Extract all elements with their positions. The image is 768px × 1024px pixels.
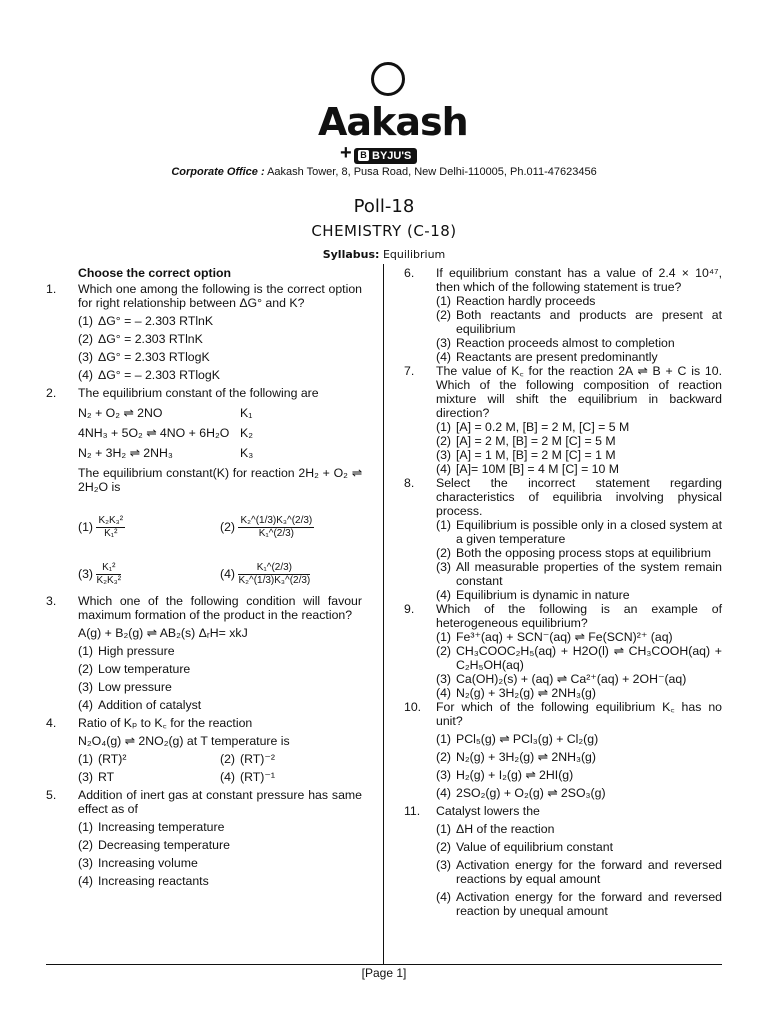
left-column (46, 266, 362, 892)
option[interactable]: (1) [A] = 0.2 M, [B] = 2 M, [C] = 5 M (436, 420, 630, 434)
reaction: N₂O₄(g) ⇌ 2NO₂(g) at T temperature is (78, 734, 290, 748)
option[interactable]: (3) Low pressure (78, 680, 172, 694)
question-4 (46, 716, 362, 784)
option[interactable]: (4) Reactants are present predominantly (436, 350, 658, 364)
page-number: [Page 1] (361, 966, 407, 980)
question-1 (46, 282, 362, 382)
option[interactable]: (2) (RT)⁻² (220, 752, 275, 766)
aakash-emblem-icon (371, 62, 405, 96)
option[interactable]: (3) Ca(OH)₂(s) + (aq) ⇌ Ca²⁺(aq) + 2OH⁻(aq) (436, 672, 687, 686)
column-divider (383, 264, 384, 964)
question-number: 6. (404, 266, 415, 280)
question-text: Which of the following is an example of heterogeneous equilibrium? (436, 602, 722, 630)
option[interactable]: (1) ΔH of the reaction (436, 822, 555, 836)
subject-title: CHEMISTRY (C-18) (311, 222, 457, 240)
option[interactable]: (3) H₂(g) + I₂(g) ⇌ 2HI(g) (436, 768, 574, 782)
question-text: If equilibrium constant has a value of 2.4 × 10⁴⁷, then which of the following statement is true? (436, 266, 722, 294)
option[interactable]: (2) $\frac{\text{K₂\textasciicircum{}(1/3)K₃\textasciicircum{}(2/3)}}{\text{K₁\textasciicircum{}(2/3)}}$ (220, 514, 313, 539)
question-11 (404, 804, 722, 918)
option[interactable]: (4) N₂(g) + 3H₂(g) ⇌ 2NH₃(g) (436, 686, 596, 700)
question-9 (404, 602, 722, 700)
question-number: 5. (46, 788, 57, 802)
footer-rule (46, 964, 722, 965)
question-number: 10. (404, 700, 422, 714)
byjus-badge (354, 148, 417, 164)
option[interactable]: (4) ΔG° = – 2.303 RTlogK (78, 368, 220, 382)
right-column (404, 266, 722, 922)
question-text: Catalyst lowers the (436, 804, 540, 818)
option[interactable]: (1) Reaction hardly proceeds (436, 294, 596, 308)
syllabus (0, 248, 768, 261)
option[interactable]: (3) ΔG° = 2.303 RTlogK (78, 350, 210, 364)
option[interactable]: (2) Low temperature (78, 662, 191, 676)
reaction-2: 4NH₃ + 5O₂ ⇌ 4NO + 6H₂O K₂ (78, 426, 253, 440)
question-text: Which one of the following condition will favour maximum formation of the product in the reaction? (78, 594, 362, 622)
option[interactable]: (3) $\frac{\text{K₁²}}{\text{K₂K₃²}}$ (78, 561, 122, 586)
corporate-address: Aakash Tower, 8, Pusa Road, New Delhi-110005, Ph.011-47623456 (267, 166, 597, 178)
option[interactable]: (1) (RT)² (78, 752, 127, 766)
question-number: 2. (46, 386, 57, 400)
syllabus-label: Syllabus: (322, 248, 380, 261)
option[interactable]: (4) (RT)⁻¹ (220, 770, 275, 784)
question-number: 8. (404, 476, 415, 490)
option[interactable]: (3) Increasing volume (78, 856, 198, 870)
syllabus-value: Equilibrium (382, 248, 446, 261)
question-5 (46, 788, 362, 888)
option[interactable]: (3) All measurable properties of the system remain constant (436, 560, 722, 588)
section-heading: Choose the correct option (78, 266, 232, 280)
question-3 (46, 594, 362, 712)
option[interactable]: (2) Both the opposing process stops at equilibrium (436, 546, 711, 560)
question-7 (404, 364, 722, 476)
logo-plus: + (340, 142, 352, 164)
option[interactable]: (2) CH₃COOC₂H₅(aq) + H2O(l) ⇌ CH₃COOH(aq) + C₂H₅OH(aq) (436, 644, 722, 672)
option[interactable]: (1) High pressure (78, 644, 175, 658)
question-text: Addition of inert gas at constant pressure has same effect as of (78, 788, 362, 816)
question-8 (404, 476, 722, 602)
option[interactable]: (1) $\frac{\text{K₂K₃²}}{\text{K₁²}}$ (78, 514, 124, 539)
option[interactable]: (2) Decreasing temperature (78, 838, 230, 852)
aakash-logo (318, 62, 468, 164)
poll-title: Poll-18 (353, 196, 415, 217)
question-number: 3. (46, 594, 57, 608)
question-2 (46, 386, 362, 594)
question-text: Ratio of Kₚ to K꜀ for the reaction (78, 716, 253, 730)
byjus-label: BYJU'S (372, 150, 412, 162)
option[interactable]: (3) RT (78, 770, 115, 784)
option[interactable]: (4) 2SO₂(g) + O₂(g) ⇌ 2SO₃(g) (436, 786, 606, 800)
option[interactable]: (1) Equilibrium is possible only in a closed system at a given temperature (436, 518, 722, 546)
option[interactable]: (4) [A]= 10M [B] = 4 M [C] = 10 M (436, 462, 619, 476)
question-6 (404, 266, 722, 364)
reaction: A(g) + B₂(g) ⇌ AB₂(s) ΔᵣH= xkJ (78, 626, 248, 640)
question-text: The value of K꜀ for the reaction 2A ⇌ B + C is 10. Which of the following composition of reaction mixture will shift the equilibrium in backward direction? (436, 364, 722, 420)
byjus-b-icon: B (358, 150, 369, 161)
option[interactable]: (1) Fe³⁺(aq) + SCN⁻(aq) ⇌ Fe(SCN)²⁺ (aq) (436, 630, 673, 644)
option[interactable]: (2) N₂(g) + 3H₂(g) ⇌ 2NH₃(g) (436, 750, 596, 764)
question-number: 4. (46, 716, 57, 730)
option[interactable]: (2) ΔG° = 2.303 RTlnK (78, 332, 203, 346)
option[interactable]: (2) Both reactants and products are present at equilibrium (436, 308, 722, 336)
fraction: $\frac{\text{K₁\textasciicircum{}(2/3)}}{\text{K₂\textasciicircum{}(1/3)K₃\textasciicircum{}(2/3)}}$ (238, 561, 311, 586)
fraction: $\frac{\text{K₂K₃²}}{\text{K₁²}}$ (98, 514, 124, 539)
question-number: 11. (404, 804, 421, 818)
question-text: Select the incorrect statement regarding characteristics of equilibria involving physical process. (436, 476, 722, 518)
option[interactable]: (3) Activation energy for the forward and reversed reactions by equal amount (436, 858, 722, 886)
question-text: The equilibrium constant of the following are (78, 386, 319, 400)
question-number: 7. (404, 364, 415, 378)
option[interactable]: (2) Value of equilibrium constant (436, 840, 613, 854)
option[interactable]: (4) Addition of catalyst (78, 698, 202, 712)
option[interactable]: (4) Activation energy for the forward and reversed reaction by unequal amount (436, 890, 722, 918)
option[interactable]: (3) Reaction proceeds almost to completion (436, 336, 675, 350)
question-10 (404, 700, 722, 800)
option[interactable]: (2) [A] = 2 M, [B] = 2 M [C] = 5 M (436, 434, 616, 448)
corporate-office (0, 166, 768, 178)
question-text-2: The equilibrium constant(K) for reaction 2H₂ + O₂ ⇌ 2H₂O is (78, 466, 362, 494)
question-text: Which one among the following is the correct option for right relationship between ΔG° and K? (78, 282, 362, 310)
option[interactable]: (4) Increasing reactants (78, 874, 209, 888)
option[interactable]: (3) [A] = 1 M, [B] = 2 M [C] = 1 M (436, 448, 616, 462)
option[interactable]: (1) Increasing temperature (78, 820, 225, 834)
question-text: For which of the following equilibrium K꜀ has no unit? (436, 700, 722, 728)
corporate-label: Corporate Office : (171, 166, 265, 178)
fraction: $\frac{\text{K₁²}}{\text{K₂K₃²}}$ (96, 561, 122, 586)
reaction-3: N₂ + 3H₂ ⇌ 2NH₃ K₃ (78, 446, 254, 460)
option[interactable]: (1) PCl₅(g) ⇌ PCl₃(g) + Cl₂(g) (436, 732, 599, 746)
option[interactable]: (1) ΔG° = – 2.303 RTlnK (78, 314, 214, 328)
option[interactable]: (4) Equilibrium is dynamic in nature (436, 588, 630, 602)
fraction: $\frac{\text{K₂\textasciicircum{}(1/3)K₃\textasciicircum{}(2/3)}}{\text{K₁\textasciicircum{}(2/3)}}$ (240, 514, 313, 539)
reaction-1: N₂ + O₂ ⇌ 2NO K₁ (78, 406, 253, 420)
question-number: 9. (404, 602, 415, 616)
question-number: 1. (46, 282, 57, 296)
option[interactable]: (4) $\frac{\text{K₁\textasciicircum{}(2/3)}}{\text{K₂\textasciicircum{}(1/3)K₃\textasciicircum{}(2/3)}}$ (220, 561, 311, 586)
logo-word: Aakash (318, 100, 468, 144)
